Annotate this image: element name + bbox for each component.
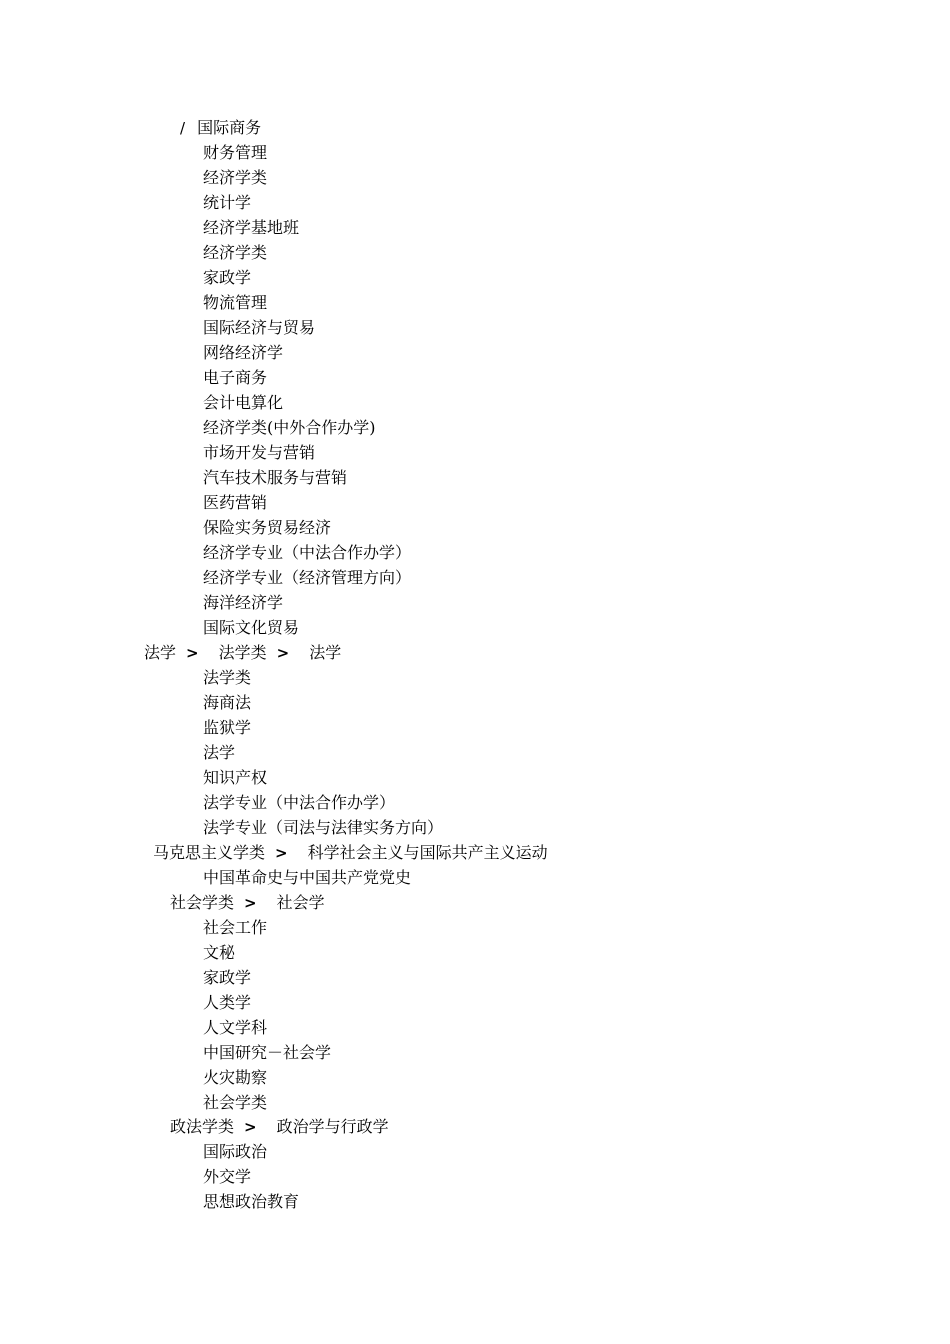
list-item: 电子商务 [203, 368, 268, 387]
list-item: 保险实务贸易经济 [203, 518, 332, 537]
major-label: 社会学 [276, 893, 325, 912]
list-item: 会计电算化 [203, 393, 284, 412]
list-item: 网络经济学 [203, 343, 284, 362]
list-item: 国际政治 [203, 1142, 268, 1161]
list-item: 经济学专业（中法合作办学） [203, 543, 412, 562]
category-label: 法学 [144, 643, 177, 662]
list-item: 经济学类 [203, 243, 268, 262]
list-item: 经济学基地班 [203, 218, 300, 237]
separator-chevron: > [186, 644, 199, 662]
subcategory-header-marxism [153, 840, 548, 865]
list-item: 社会学类 [203, 1093, 268, 1112]
list-item: 海商法 [203, 693, 252, 712]
list-item: 汽车技术服务与营销 [203, 468, 348, 487]
list-item: 文秘 [203, 943, 236, 962]
list-item: 国际经济与贸易 [203, 318, 316, 337]
list-item: 医药营销 [203, 493, 268, 512]
list-item: 法学专业（中法合作办学） [203, 793, 396, 812]
list-item: 市场开发与营销 [203, 443, 316, 462]
list-item: 财务管理 [203, 143, 268, 162]
list-item: 海洋经济学 [203, 593, 284, 612]
separator-chevron: > [275, 844, 288, 862]
list-item: 物流管理 [203, 293, 268, 312]
list-item: 人文学科 [203, 1018, 268, 1037]
list-item: 人类学 [203, 993, 252, 1012]
list-item: 经济学专业（经济管理方向） [203, 568, 412, 587]
category-header-law [144, 640, 341, 665]
list-item: 法学专业（司法与法律实务方向） [203, 818, 444, 837]
separator-chevron: > [244, 1118, 257, 1136]
list-item: 国际文化贸易 [203, 618, 300, 637]
major-label: 政治学与行政学 [276, 1117, 389, 1136]
list-item: 法学 [203, 743, 236, 762]
list-item: 家政学 [203, 968, 252, 987]
subcategory-header-sociology [170, 890, 325, 915]
list-item: 家政学 [203, 268, 252, 287]
major-label: 科学社会主义与国际共产主义运动 [307, 843, 548, 862]
subcategory-label: 法学类 [218, 643, 267, 662]
separator-chevron: > [244, 894, 257, 912]
list-item: 思想政治教育 [203, 1192, 300, 1211]
list-item: 监狱学 [203, 718, 252, 737]
list-item: 外交学 [203, 1167, 252, 1186]
list-item: 火灾勘察 [203, 1068, 268, 1087]
list-item: 知识产权 [203, 768, 268, 787]
list-item: 中国研究－社会学 [203, 1043, 332, 1062]
list-item: 经济学类(中外合作办学) [203, 418, 376, 437]
subcategory-label: 政法学类 [170, 1117, 235, 1136]
subcategory-label: 马克思主义学类 [153, 843, 266, 862]
top-row [180, 115, 261, 140]
list-item: 法学类 [203, 668, 252, 687]
major-label: 法学 [309, 643, 342, 662]
list-item: 社会工作 [203, 918, 268, 937]
list-item: 经济学类 [203, 168, 268, 187]
subcategory-header-politics [170, 1114, 389, 1139]
list-item: 统计学 [203, 193, 252, 212]
slash-mark: / [180, 119, 186, 137]
list-item: 中国革命史与中国共产党党史 [203, 868, 412, 887]
separator-chevron: > [276, 644, 290, 662]
major-label: 国际商务 [197, 118, 262, 137]
subcategory-label: 社会学类 [170, 893, 235, 912]
